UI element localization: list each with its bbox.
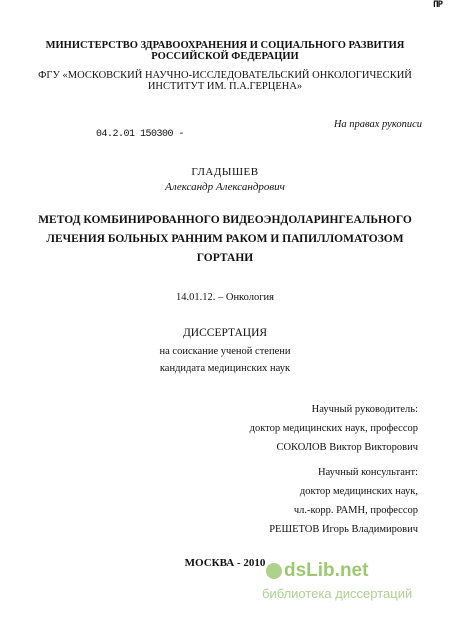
author-surname: ГЛАДЫШЕВ — [191, 166, 259, 178]
ministry-line-1: МИНИСТЕРСТВО ЗДРАВООХРАНЕНИЯ И СОЦИАЛЬНОГО РАЗВИТИЯ — [45, 40, 405, 51]
consultant-degree: доктор медицинских наук, — [299, 486, 418, 497]
consultant-name: РЕШЕТОВ Игорь Владимирович — [269, 524, 418, 535]
institute-line-1: ФГУ «МОСКОВСКИЙ НАУЧНО-ИССЛЕДОВАТЕЛЬСКИЙ ОНКОЛОГИЧЕСКИЙ — [38, 70, 412, 81]
consultant-role: Научный консультант: — [317, 467, 418, 478]
watermark-subtitle: библиотека диссертаций — [262, 586, 413, 601]
supervisor-degree: доктор медицинских наук, профессор — [249, 423, 418, 434]
stamp-code: 04.2.01 150300 - — [96, 129, 185, 140]
degree-line-2: кандидата медицинских наук — [159, 363, 291, 374]
institute-header — [0, 70, 450, 92]
consultant-rank: чл.-корр. РАМН, профессор — [293, 505, 418, 516]
watermark-logo: dsLib.net — [284, 560, 369, 581]
consultant-block — [269, 463, 418, 539]
title-line-2: ЛЕЧЕНИЯ БОЛЬНЫХ РАННИМ РАКОМ И ПАПИЛЛОМАТОЗОМ — [46, 233, 404, 245]
dissertation-label: ДИССЕРТАЦИЯ — [182, 327, 268, 339]
watermark — [262, 560, 438, 608]
supervisor-block — [250, 400, 418, 457]
city-year: МОСКВА - 2010 — [184, 557, 266, 569]
rights-note: На правах рукописи — [333, 119, 422, 130]
institute-line-2: ИНСТИТУТ ИМ. П.А.ГЕРЦЕНА» — [147, 81, 303, 92]
supervisor-name: СОКОЛОВ Виктор Викторович — [276, 442, 418, 453]
author-name: Александр Александрович — [165, 181, 285, 193]
ministry-header — [0, 40, 450, 62]
title-line-1: МЕТОД КОМБИНИРОВАННОГО ВИДЕОЭНДОЛАРИНГЕАЛЬНОГО — [38, 214, 412, 226]
title-line-3: ГОРТАНИ — [196, 252, 254, 264]
ministry-line-2: РОССИЙСКОЙ ФЕДЕРАЦИИ — [151, 51, 299, 62]
author-block — [0, 166, 450, 193]
specialty: 14.01.12. – Онкология — [175, 292, 274, 303]
leaf-icon — [266, 563, 282, 579]
degree-line-1: на соискание ученой степени — [159, 346, 291, 357]
supervisor-role: Научный руководитель: — [311, 404, 418, 415]
corner-mark: ПР — [433, 0, 442, 10]
dissertation-title — [0, 211, 450, 268]
degree-info — [0, 343, 450, 377]
